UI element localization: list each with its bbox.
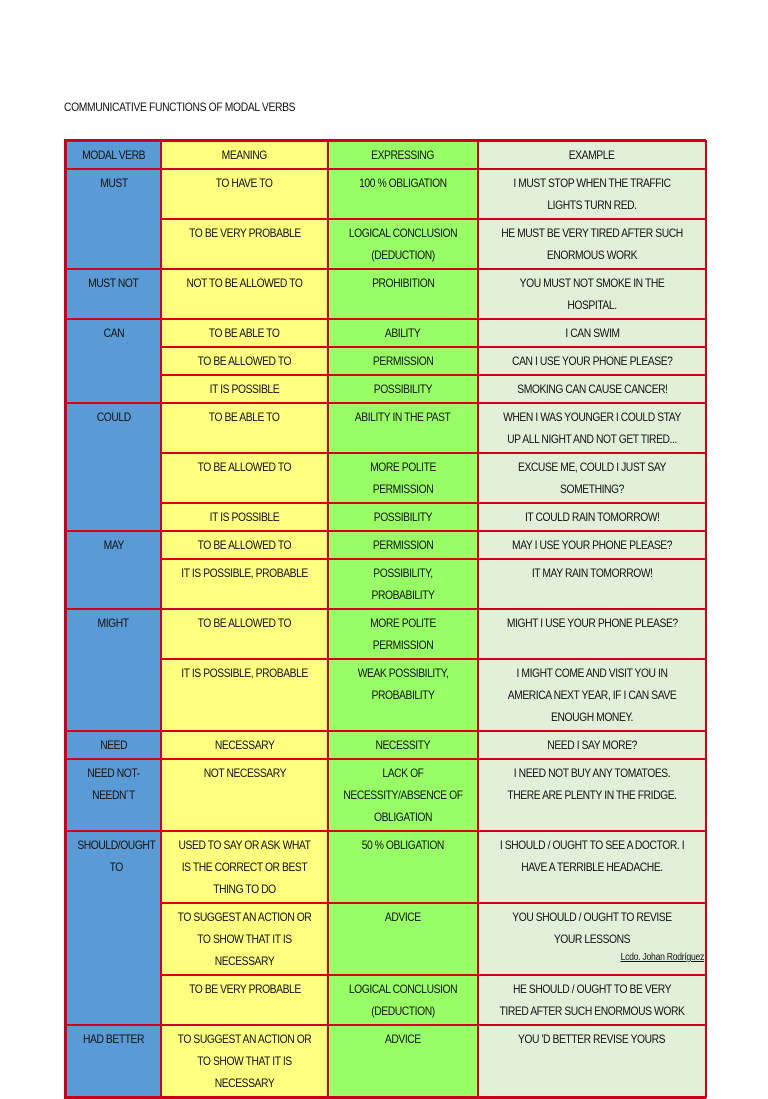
meaning-cell: TO BE VERY PROBABLE bbox=[161, 975, 328, 1025]
meaning-cell: IT IS POSSIBLE bbox=[161, 503, 328, 531]
expressing-cell: LACK OF NECESSITY/ABSENCE OF OBLIGATION bbox=[328, 759, 478, 831]
table-row bbox=[66, 269, 706, 319]
expressing-cell: ABILITY IN THE PAST bbox=[328, 403, 478, 453]
header-meaning: MEANING bbox=[161, 141, 328, 169]
meaning-cell: TO BE ALLOWED TO bbox=[161, 609, 328, 659]
meaning-cell: TO BE ALLOWED TO bbox=[161, 531, 328, 559]
table-row bbox=[66, 759, 706, 831]
example-cell: MAY I USE YOUR PHONE PLEASE? bbox=[478, 531, 706, 559]
meaning-cell: TO SUGGEST AN ACTION OR TO SHOW THAT IT IS NECESSARY bbox=[161, 1025, 328, 1097]
expressing-cell: MORE POLITE PERMISSION bbox=[328, 453, 478, 503]
table-row bbox=[66, 659, 706, 731]
table-row bbox=[66, 319, 706, 347]
table-row bbox=[66, 609, 706, 659]
meaning-cell: TO HAVE TO bbox=[161, 169, 328, 219]
example-cell: MIGHT I USE YOUR PHONE PLEASE? bbox=[478, 609, 706, 659]
expressing-cell: MORE POLITE PERMISSION bbox=[328, 609, 478, 659]
expressing-cell: NECESSITY bbox=[328, 731, 478, 759]
modal-verb-cell: MIGHT bbox=[66, 609, 161, 731]
page-title: COMMUNICATIVE FUNCTIONS OF MODAL VERBS bbox=[64, 100, 296, 114]
example-cell: HE MUST BE VERY TIRED AFTER SUCH ENORMOUS WORK bbox=[478, 219, 706, 269]
expressing-cell: LOGICAL CONCLUSION (DEDUCTION) bbox=[328, 975, 478, 1025]
example-cell: I MUST STOP WHEN THE TRAFFIC LIGHTS TURN RED. bbox=[478, 169, 706, 219]
example-cell: I SHOULD / OUGHT TO SEE A DOCTOR. I HAVE A TERRIBLE HEADACHE. bbox=[478, 831, 706, 903]
example-cell: I NEED NOT BUY ANY TOMATOES. THERE ARE PLENTY IN THE FRIDGE. bbox=[478, 759, 706, 831]
table-row bbox=[66, 1025, 706, 1097]
table-row bbox=[66, 531, 706, 559]
meaning-cell: IT IS POSSIBLE, PROBABLE bbox=[161, 559, 328, 609]
table-row bbox=[66, 903, 706, 975]
table-row bbox=[66, 403, 706, 453]
meaning-cell: TO BE ALLOWED TO bbox=[161, 347, 328, 375]
expressing-cell: ABILITY bbox=[328, 319, 478, 347]
meaning-cell: NOT NECESSARY bbox=[161, 759, 328, 831]
meaning-cell: IT IS POSSIBLE, PROBABLE bbox=[161, 659, 328, 731]
example-cell: IT MAY RAIN TOMORROW! bbox=[478, 559, 706, 609]
meaning-cell: TO BE ABLE TO bbox=[161, 403, 328, 453]
example-cell: I CAN SWIM bbox=[478, 319, 706, 347]
expressing-cell: ADVICE bbox=[328, 1025, 478, 1097]
meaning-cell: USED TO SAY OR ASK WHAT IS THE CORRECT OR BEST THING TO DO bbox=[161, 831, 328, 903]
expressing-cell: POSSIBILITY bbox=[328, 375, 478, 403]
meaning-cell: IT IS POSSIBLE bbox=[161, 375, 328, 403]
meaning-cell: TO BE ABLE TO bbox=[161, 319, 328, 347]
modal-verb-cell: NEED NOT-NEEDN´T bbox=[66, 759, 161, 831]
expressing-cell: 50 % OBLIGATION bbox=[328, 831, 478, 903]
example-cell: CAN I USE YOUR PHONE PLEASE? bbox=[478, 347, 706, 375]
table-row bbox=[66, 975, 706, 1025]
example-cell: YOU 'D BETTER REVISE YOURS bbox=[478, 1025, 706, 1097]
expressing-cell: WEAK POSSIBILITY, PROBABILITY bbox=[328, 659, 478, 731]
example-cell: I MIGHT COME AND VISIT YOU IN AMERICA NEXT YEAR, IF I CAN SAVE ENOUGH MONEY. bbox=[478, 659, 706, 731]
header-modal-verb: MODAL VERB bbox=[66, 141, 161, 169]
example-cell: WHEN I WAS YOUNGER I COULD STAY UP ALL NIGHT AND NOT GET TIRED... bbox=[478, 403, 706, 453]
expressing-cell: POSSIBILITY bbox=[328, 503, 478, 531]
modal-verb-cell: NEED bbox=[66, 731, 161, 759]
meaning-cell: TO SUGGEST AN ACTION OR TO SHOW THAT IT IS NECESSARY bbox=[161, 903, 328, 975]
table-row bbox=[66, 503, 706, 531]
table-row bbox=[66, 731, 706, 759]
expressing-cell: LOGICAL CONCLUSION (DEDUCTION) bbox=[328, 219, 478, 269]
example-cell: YOU SHOULD / OUGHT TO REVISE YOUR LESSONS bbox=[478, 903, 706, 975]
table-row bbox=[66, 375, 706, 403]
modal-verb-cell: MUST NOT bbox=[66, 269, 161, 319]
modal-verbs-table bbox=[65, 140, 707, 1098]
meaning-cell: NECESSARY bbox=[161, 731, 328, 759]
modal-verb-cell: MAY bbox=[66, 531, 161, 609]
example-cell: EXCUSE ME, COULD I JUST SAY SOMETHING? bbox=[478, 453, 706, 503]
example-cell: SMOKING CAN CAUSE CANCER! bbox=[478, 375, 706, 403]
meaning-cell: TO BE ALLOWED TO bbox=[161, 453, 328, 503]
modal-verb-cell: CAN bbox=[66, 319, 161, 403]
example-cell: YOU MUST NOT SMOKE IN THE HOSPITAL. bbox=[478, 269, 706, 319]
example-cell: HE SHOULD / OUGHT TO BE VERY TIRED AFTER SUCH ENORMOUS WORK bbox=[478, 975, 706, 1025]
table-header-row bbox=[66, 141, 706, 169]
header-example: EXAMPLE bbox=[478, 141, 706, 169]
modal-verb-cell: MUST bbox=[66, 169, 161, 269]
expressing-cell: ADVICE bbox=[328, 903, 478, 975]
table-row bbox=[66, 347, 706, 375]
table-row bbox=[66, 453, 706, 503]
expressing-cell: POSSIBILITY, PROBABILITY bbox=[328, 559, 478, 609]
table-row bbox=[66, 559, 706, 609]
table-row bbox=[66, 831, 706, 903]
expressing-cell: PROHIBITION bbox=[328, 269, 478, 319]
table-row bbox=[66, 219, 706, 269]
example-cell: IT COULD RAIN TOMORROW! bbox=[478, 503, 706, 531]
modal-verb-cell: SHOULD/OUGHT TO bbox=[66, 831, 161, 1025]
author-signature: Lcdo. Johan Rodríguez bbox=[620, 952, 704, 963]
expressing-cell: 100 % OBLIGATION bbox=[328, 169, 478, 219]
modal-verbs-table-frame bbox=[64, 139, 706, 1099]
modal-verb-cell: COULD bbox=[66, 403, 161, 531]
expressing-cell: PERMISSION bbox=[328, 347, 478, 375]
meaning-cell: NOT TO BE ALLOWED TO bbox=[161, 269, 328, 319]
modal-verb-cell: HAD BETTER bbox=[66, 1025, 161, 1097]
header-expressing: EXPRESSING bbox=[328, 141, 478, 169]
meaning-cell: TO BE VERY PROBABLE bbox=[161, 219, 328, 269]
table-row bbox=[66, 169, 706, 219]
expressing-cell: PERMISSION bbox=[328, 531, 478, 559]
example-cell: NEED I SAY MORE? bbox=[478, 731, 706, 759]
